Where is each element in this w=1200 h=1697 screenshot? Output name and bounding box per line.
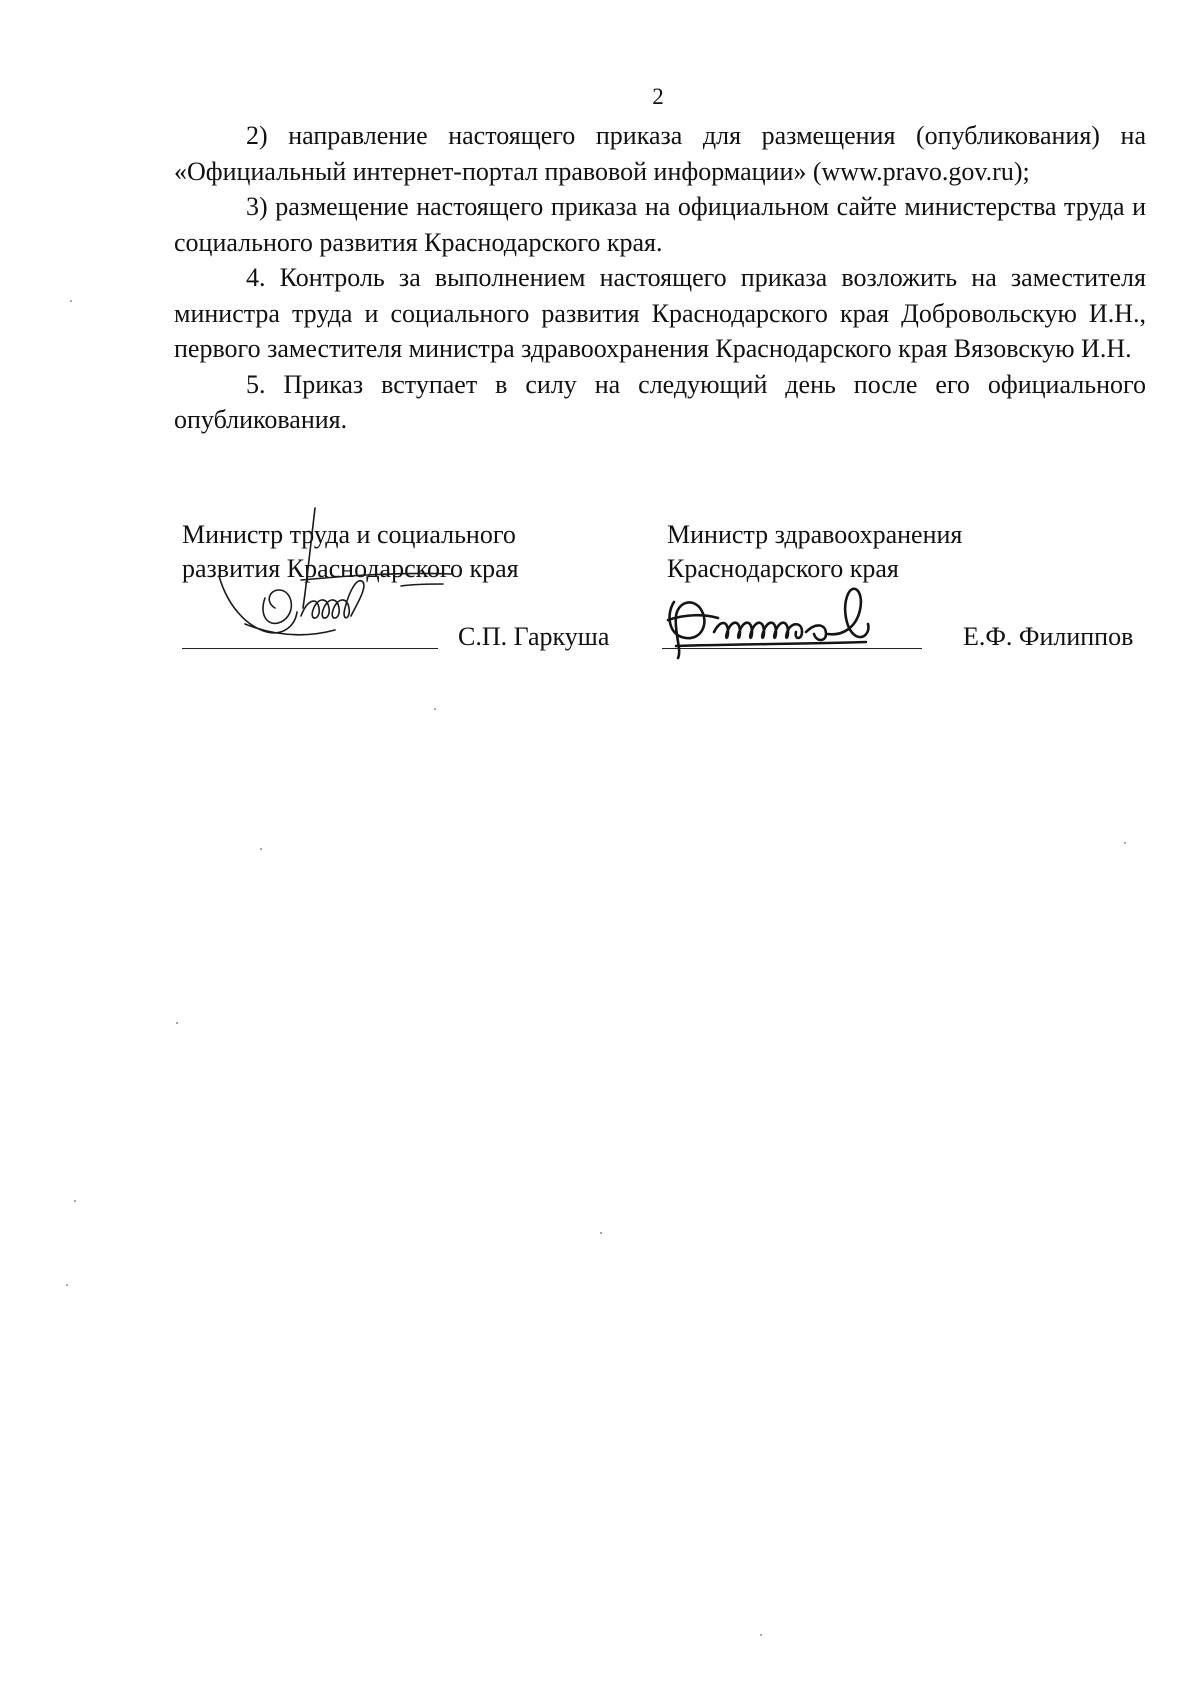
scan-speck (760, 1634, 762, 1636)
signature-block (0, 518, 1200, 678)
right-title-line1: Министр здравоохранения (667, 520, 963, 549)
scan-speck (434, 708, 436, 710)
right-signatory-name: Е.Ф. Филиппов (963, 622, 1134, 651)
scan-speck (600, 1232, 602, 1234)
scan-speck (260, 848, 262, 850)
scan-speck (176, 1022, 178, 1024)
scan-speck (1124, 842, 1126, 844)
scan-speck (70, 300, 72, 302)
left-signature-line (182, 648, 438, 649)
paragraph-official-site: 3) размещение настоящего приказа на официальном сайте министерства труда и социального развития Краснодарского края. (174, 192, 1146, 257)
scan-speck (74, 1200, 76, 1202)
paragraph-control: 4. Контроль за выполнением настоящего приказа возложить на заместителя министра труда и социального развития Краснодарского края Добровольскую И.Н., первого заместителя министра здравоохранения Краснодарского края Вязовскую И.Н. (174, 263, 1146, 363)
right-handwritten-signature (656, 574, 896, 664)
left-signatory-name: С.П. Гаркуша (458, 622, 610, 651)
page-number: 2 (652, 84, 664, 109)
scan-speck (66, 1284, 68, 1286)
paragraph-publication-portal: 2) направление настоящего приказа для размещения (опубликования) на «Официальный интернет-портал правовой информации» (www.pravo.gov.ru); (174, 121, 1146, 186)
document-body (174, 118, 1146, 438)
left-title-line1: Министр труда и социального (182, 520, 516, 549)
left-handwritten-signature (205, 504, 465, 654)
right-title-line2: Краснодарского края (667, 554, 899, 583)
left-title-line2: развития Краснодарского края (182, 554, 519, 583)
right-signature-line (662, 648, 922, 649)
paragraph-effective-date: 5. Приказ вступает в силу на следующий день после его официального опубликования. (174, 369, 1146, 434)
